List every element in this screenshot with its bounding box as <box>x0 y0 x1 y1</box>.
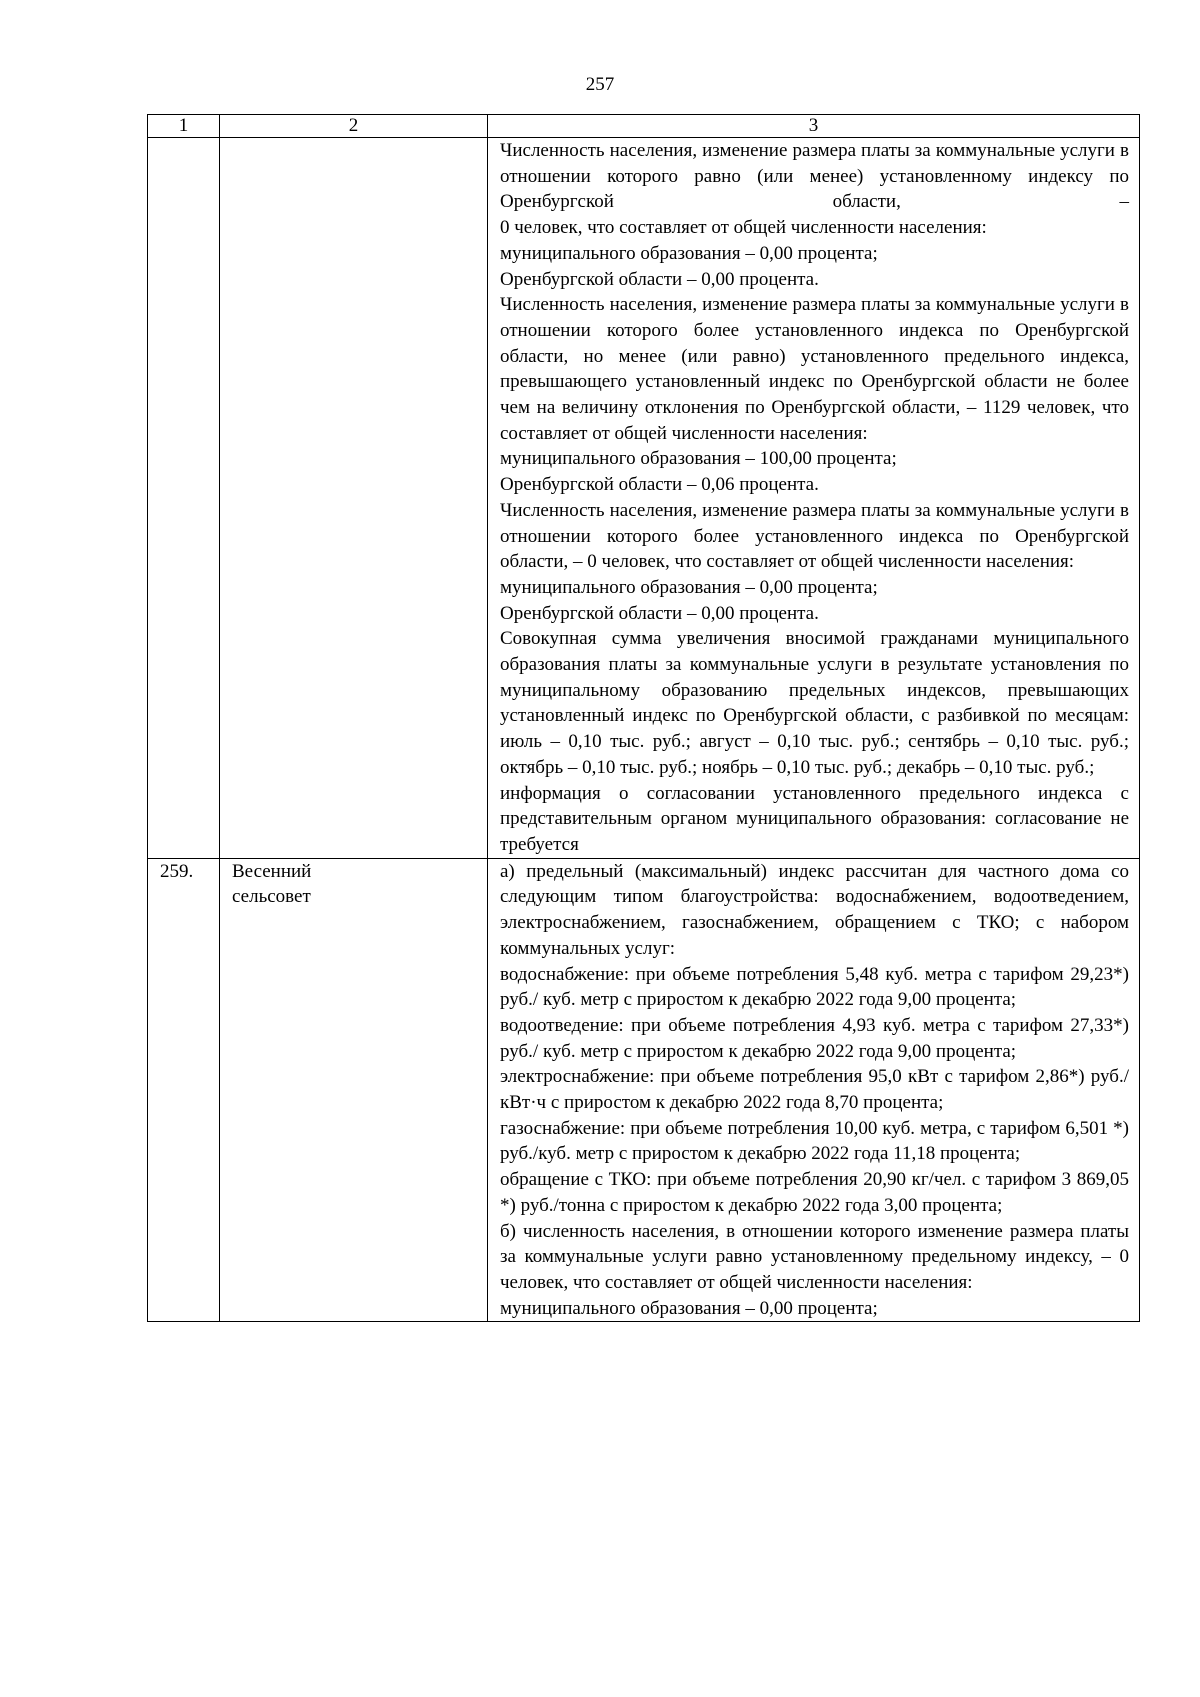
row-number-cell: 259. <box>148 858 220 1322</box>
municipality-cell <box>220 138 488 859</box>
paragraph: обращение с ТКО: при объеме потребления 20,90 кг/чел. с тарифом 3 869,05 *) руб./тонна с приростом к декабрю 2022 года 3,00 процента; <box>500 1169 1129 1216</box>
paragraph: муниципального образования – 0,00 процента; <box>500 576 878 598</box>
paragraph: Оренбургской области – 0,06 процента. <box>500 474 819 496</box>
column-header: 3 <box>488 115 1140 138</box>
paragraph: информация о согласовании установленного предельного индекса с представительным органом муниципального образования: согласование не требуется <box>500 782 1129 855</box>
column-header: 1 <box>148 115 220 138</box>
table-header-row <box>148 115 1140 138</box>
paragraph: водоснабжение: при объеме потребления 5,48 куб. метра с тарифом 29,23*) руб./ куб. метр с приростом к декабрю 2022 года 9,00 процента; <box>500 963 1129 1011</box>
description-cell <box>488 138 1140 859</box>
paragraph: Численность населения, изменение размера платы за коммунальные услуги в отношении которого более установленного индекса по Оренбургской области, – 0 человек, что составляет от общей численности населения: <box>500 499 1129 573</box>
paragraph: 0 человек, что составляет от общей численности населения: <box>500 217 987 239</box>
page-number: 257 <box>585 74 615 95</box>
table-row-continuation <box>148 138 1140 859</box>
municipality-type: сельсовет <box>232 886 311 908</box>
row-number-cell <box>148 138 220 859</box>
paragraph: электроснабжение: при объеме потребления 95,0 кВт с тарифом 2,86*) руб./кВт·ч с приростом к декабрю 2022 года 8,70 процента; <box>500 1066 1129 1114</box>
paragraph: а) предельный (максимальный) индекс рассчитан для частного дома со следующим типом благоустройства: водоснабжением, водоотведением, электроснабжением, газоснабжением, обращением с ТКО; с набором коммунальных услуг: <box>500 860 1129 959</box>
paragraph: Оренбургской области – 0,00 процента. <box>500 602 819 624</box>
paragraph: Численность населения, изменение размера платы за коммунальные услуги в отношении которого более установленного индекса по Оренбургской области, но менее (или равно) установленного предельного индекса, превышающего установленный индекс по Оренбургской области не более чем на величину отклонения по Оренбургской области, – 1129 человек, что составляет от общей численности населения: <box>500 294 1129 444</box>
paragraph: водоотведение: при объеме потребления 4,93 куб. метра с тарифом 27,33*) руб./ куб. метр с приростом к декабрю 2022 года 9,00 процента; <box>500 1014 1129 1062</box>
paragraph: муниципального образования – 100,00 процента; <box>500 448 897 470</box>
table-row-259 <box>148 858 1140 1322</box>
municipality-name: Весенний <box>232 860 312 882</box>
paragraph: б) численность населения, в отношении которого изменение размера платы за коммунальные услуги равно установленному предельному индексу, – 0 человек, что составляет от общей численности населения: <box>500 1220 1129 1293</box>
paragraph: муниципального образования – 0,00 процента; <box>500 1297 878 1319</box>
paragraph: муниципального образования – 0,00 процента; <box>500 242 878 264</box>
paragraph: газоснабжение: при объеме потребления 10,00 куб. метра, с тарифом 6,501 *) руб./куб. метр с приростом к декабрю 2022 года 11,18 процента; <box>500 1117 1129 1165</box>
column-header: 2 <box>220 115 488 138</box>
description-cell <box>488 858 1140 1322</box>
municipality-cell <box>220 858 488 1322</box>
paragraph: Совокупная сумма увеличения вносимой гражданами муниципального образования платы за коммунальные услуги в результате установления по муниципальному образованию предельных индексов, превышающих установленный индекс по Оренбургской области, с разбивкой по месяцам: июль – 0,10 тыс. руб.; август – 0,10 тыс. руб.; сентябрь – 0,10 тыс. руб.; октябрь – 0,10 тыс. руб.; ноябрь – 0,10 тыс. руб.; декабрь – 0,10 тыс. руб.; <box>500 628 1129 778</box>
data-table <box>147 114 1140 1322</box>
paragraph: Численность населения, изменение размера платы за коммунальные услуги в отношении которого равно (или менее) установленному индексу по Оренбургской области, – <box>500 140 1129 213</box>
paragraph: Оренбургской области – 0,00 процента. <box>500 268 819 290</box>
